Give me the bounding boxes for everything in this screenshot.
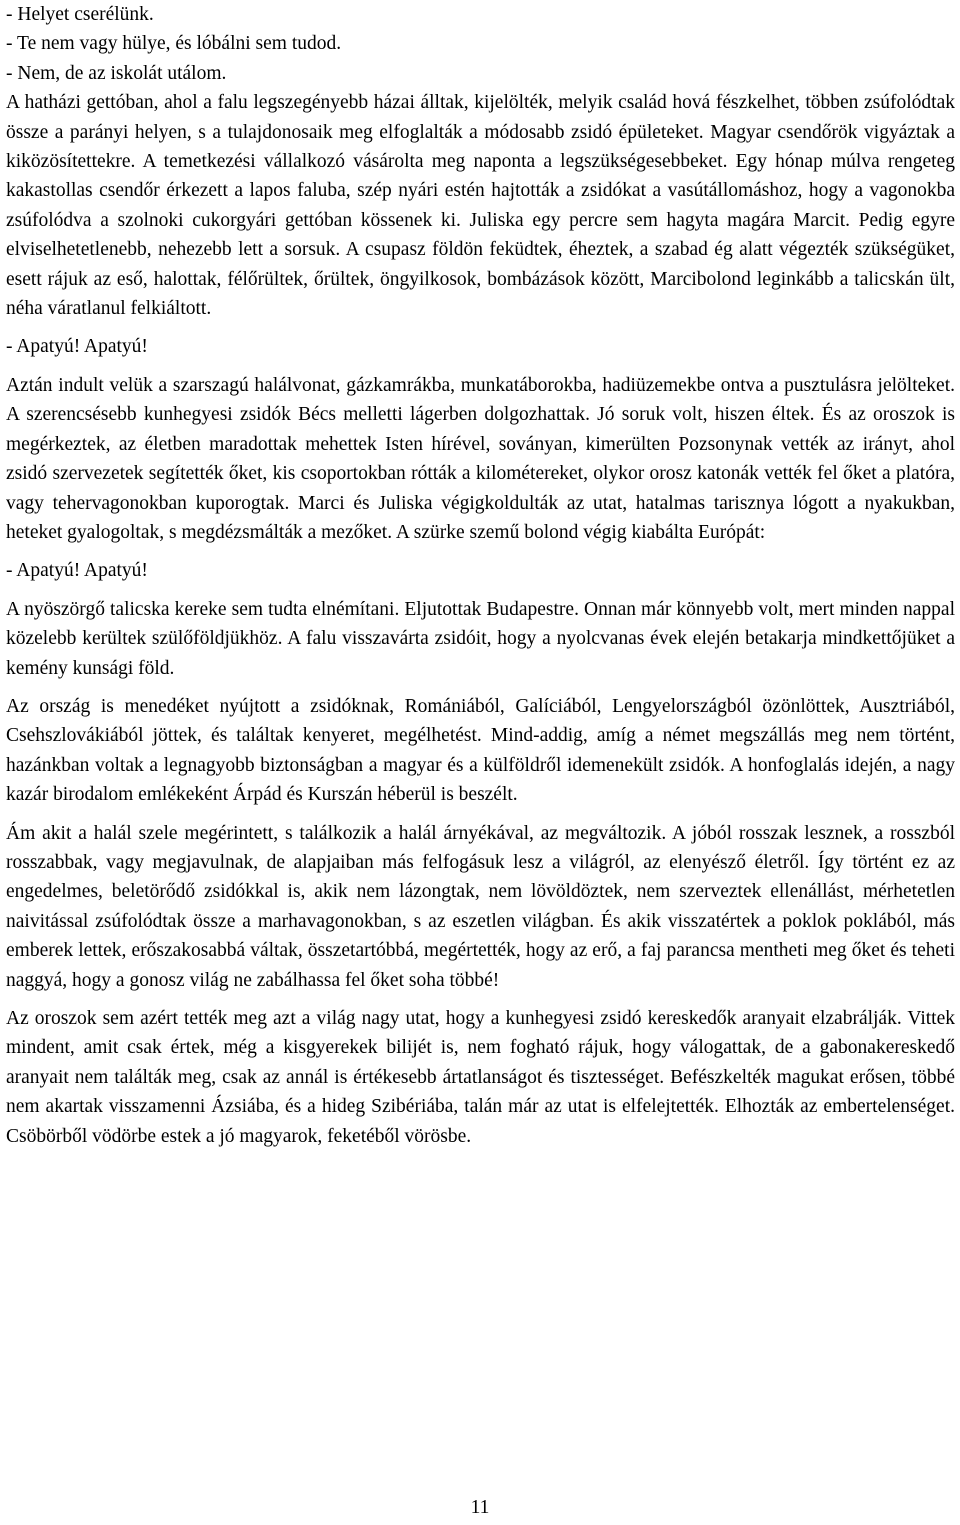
dialogue-line: - Nem, de az iskolát utálom. <box>6 62 227 84</box>
document-body <box>6 0 955 1151</box>
paragraph: A hatházi gettóban, ahol a falu legszegényebb házai álltak, kijelölték, melyik család hová fészkelhet, többen zsúfolódtak össze a parányi helyen, s a tulajdonosaik meg elfoglalták a módosabb zsidó épületeket. Magyar csendőrök vigyáztak a kiközösítettekre. A temetkezési vállalkozó vásárolta meg naponta a legszükségesebbeket. Egy hónap múlva rengeteg kakastollas csendőr érkezett a lapos faluba, szép nyári estén hajtották a zsidókat a vasútállomáshoz, hogy a vagonokba zsúfolódva a szolnoki cukorgyári gettóban kössenek ki. Juliska egy percre sem hagyta magára Marcit. Pedig egyre elviselhetetlenebb, nehezebb lett a sorsuk. A csupasz földön feküdtek, éheztek, a szabad ég alatt végezték szükségüket, esett rájuk az eső, halottak, félőrültek, őrültek, öngyilkosok, bombázások között, Marcibolond leginkább a talicskán ült, néha váratlanul felkiáltott. <box>6 92 955 320</box>
page-number: 11 <box>470 1497 490 1518</box>
paragraph: Az ország is menedéket nyújtott a zsidóknak, Romániából, Galíciából, Lengyelországból özönlöttek, Ausztriából, Csehszlovákiából jöttek, és találtak kenyeret, megélhetést. Mind-addig, amíg a német megszállás meg nem történt, hazánkban voltak a legnagyobb biztonságban a magyar és a külföldről idemenekült zsidók. A honfoglalás idején, a nagy kazár birodalom emlékeként Árpád és Kurszán héberül is beszélt. <box>6 695 955 806</box>
paragraph: Az oroszok sem azért tették meg azt a világ nagy utat, hogy a kunhegyesi zsidó kereskedők aranyait elzabrálják. Vittek mindent, amit csak értek, még a kisgyerekek bilijét is, nem fogható rájuk, hogy válogattak, de a gabonakereskedő aranyait nem találták meg, csak az annál is értékesebb ártatlanságot és tisztességet. Befészkelték magukat erősen, többé nem akartak visszamenni Ázsiába, és a hideg Szibériába, talán már az utat is elfelejtették. Elhozták az embertelenséget. Csöbörből vödörbe estek a jó magyarok, feketéből vörösbe. <box>6 1008 955 1147</box>
paragraph: Aztán indult velük a szarszagú halálvonat, gázkamrákba, munkatáborokba, hadiüzemekbe ontva a pusztulásra jelölteket. A szerencsésebb kunhegyesi zsidók Bécs melletti lágerben dolgozhattak. Jó soruk volt, hiszen éltek. És az oroszok is megérkeztek, az életben maradottak mehettek Isten hírével, soványan, kimerülten Pozsonynak vették az irányt, ahol zsidó szervezetek segítették őket, kis csoportokban rótták a kilométereket, olykor orosz katonák vették fel őket a platóra, vagy tehervagonokban kuporogtak. Marci és Juliska végigkoldulták az utat, hatalmas tarisznya lógott a nyakukban, heteket gyalogoltak, s megdézsmálták a mezőket. A szürke szemű bolond végig kiabálta Európát: <box>6 374 955 543</box>
dialogue-line: - Helyet cserélünk. <box>6 4 154 25</box>
dialogue-line: - Apatyú! Apatyú! <box>6 560 148 582</box>
dialogue-line: - Te nem vagy hülye, és lóbálni sem tudod. <box>6 33 342 55</box>
paragraph: A nyöszörgő talicska kereke sem tudta elnémítani. Eljutottak Budapestre. Onnan már könnyebb volt, mert minden nappal közelebb kerültek szülőföldjükhöz. A falu visszavárta zsidóit, hogy a nyolcvanas évek elején betakarja mindkettőjüket a kemény kunsági föld. <box>6 598 955 679</box>
dialogue-line: - Apatyú! Apatyú! <box>6 336 148 358</box>
paragraph: Ám akit a halál szele megérintett, s találkozik a halál árnyékával, az megváltozik. A jóból rosszak lesznek, a rosszból rosszabbak, vagy megjavulnak, de alapjaiban más felfogásuk lesz a világról, az elenyésző életről. Így történt ez az engedelmes, beletörődő zsidókkal is, akik nem lázongtak, nem lövöldöztek, nem szerveztek ellenállást, mérhetetlen naivitással zsúfolódtak össze a marhavagonokban, s az eszetlen világban. És akik visszatértek a poklok poklából, más emberek lettek, erőszakosabbá váltak, összetartóbbá, megértették, hogy az erő, a faj parancsa mentheti meg őket és teheti naggyá, hogy a gonosz világ ne zabálhassa fel őket soha többé! <box>6 822 955 991</box>
